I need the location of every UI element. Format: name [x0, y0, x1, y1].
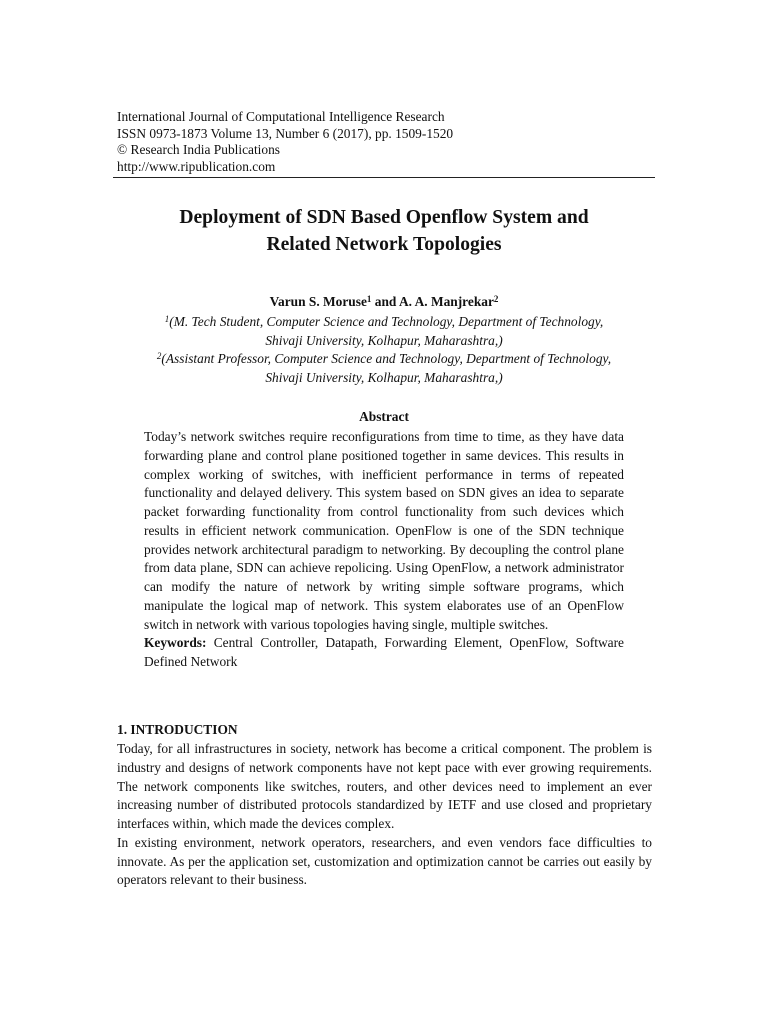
affiliation-2-line-1: (Assistant Professor, Computer Science and Technology, Department of Technology,	[161, 351, 612, 366]
keywords-label: Keywords:	[144, 635, 207, 651]
title-line-1: Deployment of SDN Based Openflow System and	[179, 207, 589, 228]
journal-header	[117, 109, 655, 175]
keywords	[144, 634, 624, 672]
author-1: Varun S. Moruse	[269, 294, 367, 309]
abstract-body	[144, 428, 624, 672]
journal-name: International Journal of Computational Intelligence Research	[117, 109, 445, 124]
affiliation-1	[110, 310, 658, 350]
publisher-line: © Research India Publications	[117, 142, 281, 157]
affiliation-1-mark: 1	[164, 314, 170, 324]
title-line-2: Related Network Topologies	[266, 234, 502, 255]
paper-title	[100, 204, 668, 258]
affiliation-1-line-2: Shivaji University, Kolhapur, Maharashtra,)	[265, 332, 503, 348]
author-2-affil-mark: 2	[493, 294, 499, 304]
affiliation-2-line-2: Shivaji University, Kolhapur, Maharashtra,)	[265, 369, 503, 385]
author-2: A. A. Manjrekar	[398, 294, 494, 309]
journal-url: http://www.ripublication.com	[117, 158, 276, 174]
affiliation-2-mark: 2	[156, 351, 162, 361]
abstract-text: Today’s network switches require reconfigurations from time to time, as they have data forwarding plane and control plane positioned together in same devices. This results in complex working of switches, with inefficient performance in terms of repeated functionality and delayed delivery. This system based on SDN gives an idea to separate packet forwarding functionality from control functionality from such devices which results in efficient network communication. OpenFlow is one of the SDN technique provides network architectural paradigm to networking. By decoupling the control plane from data plane, SDN can achieve repolicing. Using OpenFlow, a network administrator can modify the nature of network by writing simple software programs, which manipulate the logical map of network. This system elaborates use of an OpenFlow switch in network with various topologies having single, multiple switches.	[144, 429, 624, 632]
affiliation-2	[110, 347, 658, 387]
author-list	[100, 290, 668, 311]
introduction-paragraph-2: In existing environment, network operators, researchers, and even vendors face difficulties to innovate. As per the application set, customization and optimization cannot be carries out easily by operators relevant to their business.	[117, 834, 652, 888]
issn-line: ISSN 0973-1873 Volume 13, Number 6 (2017), pp. 1509-1520	[117, 125, 454, 141]
introduction-paragraph-1: Today, for all infrastructures in society, network has become a critical component. The problem is industry and designs of network components have not kept pace with ever growing requirements. The network components like switches, routers, and other devices need to implement an ever increasing number of distributed protocols standardized by IETF and use closed and proprietary interfaces within, which made the devices complex.	[117, 741, 652, 831]
author-conjunction: and	[371, 294, 399, 309]
affiliation-1-line-1: (M. Tech Student, Computer Science and Technology, Department of Technology,	[169, 314, 604, 329]
keywords-list: Central Controller, Datapath, Forwarding Element, OpenFlow, Software Defined Network	[144, 635, 624, 669]
introduction-heading: 1. INTRODUCTION	[117, 722, 238, 737]
author-1-affil-mark: 1	[366, 294, 372, 304]
introduction-body	[117, 740, 652, 890]
header-divider	[113, 177, 655, 178]
abstract-heading: Abstract	[359, 409, 409, 424]
